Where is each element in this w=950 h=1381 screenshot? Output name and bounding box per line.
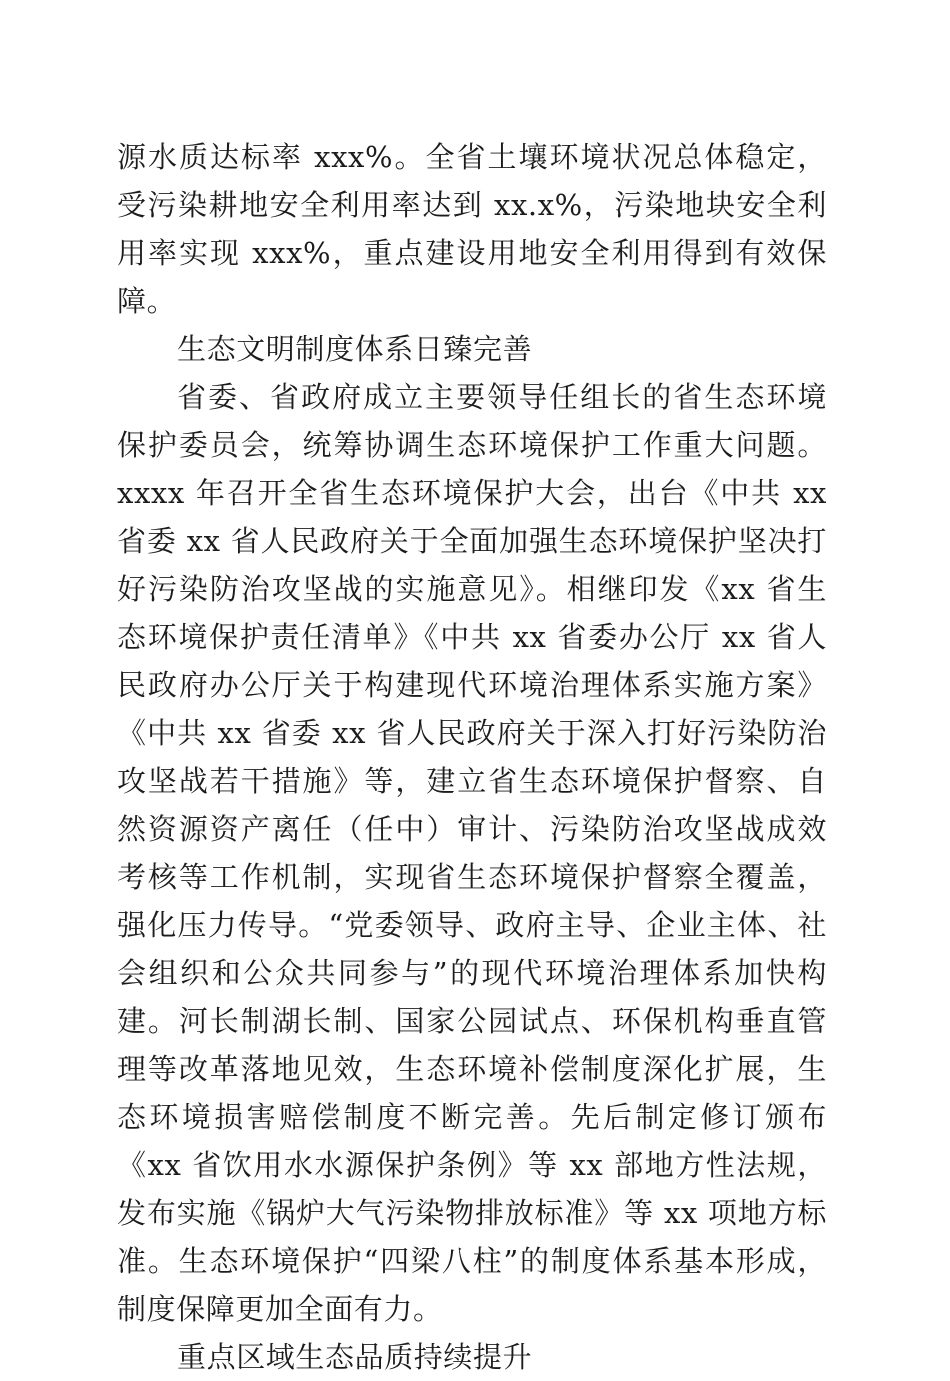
paragraph-continued-soil-environment: 源水质达标率 xxx%。全省土壤环境状况总体稳定，受污染耕地安全利用率达到 xx.x%，污染地块安全利用率实现 xxx%，重点建设用地安全利用得到有效保障。 — [117, 140, 827, 318]
heading-key-region-eco-quality: 重点区域生态品质持续提升 — [177, 1340, 533, 1374]
heading-eco-civilization-system: 生态文明制度体系日臻完善 — [177, 332, 533, 366]
document-text-body — [117, 133, 827, 1381]
paragraph-eco-environment-protection-committee: 省委、省政府成立主要领导任组长的省生态环境保护委员会，统筹协调生态环境保护工作重大问题。xxxx 年召开全省生态环境保护大会，出台《中共 xx 省委 xx 省人民政府关于全面加强生态环境保护坚决打好污染防治攻坚战的实施意见》。相继印发《xx 省生态环境保护责任清单》《中共 xx 省委办公厅 xx 省人民政府办公厅关于构建现代环境治理体系实施方案》《中共 xx 省委 xx 省人民政府关于深入打好污染防治攻坚战若干措施》等，建立省生态环境保护督察、自然资源资产离任（任中）审计、污染防治攻坚战成效考核等工作机制，实现省生态环境保护督察全覆盖，强化压力传导。“党委领导、政府主导、企业主体、社会组织和公众共同参与”的现代环境治理体系加快构建。河长制湖长制、国家公园试点、环保机构垂直管理等改革落地见效，生态环境补偿制度深化扩展，生态环境损害赔偿制度不断完善。先后制定修订颁布《xx 省饮用水水源保护条例》等 xx 部地方性法规，发布实施《锅炉大气污染物排放标准》等 xx 项地方标准。生态环境保护“四梁八柱”的制度体系基本形成，制度保障更加全面有力。 — [117, 380, 827, 1326]
